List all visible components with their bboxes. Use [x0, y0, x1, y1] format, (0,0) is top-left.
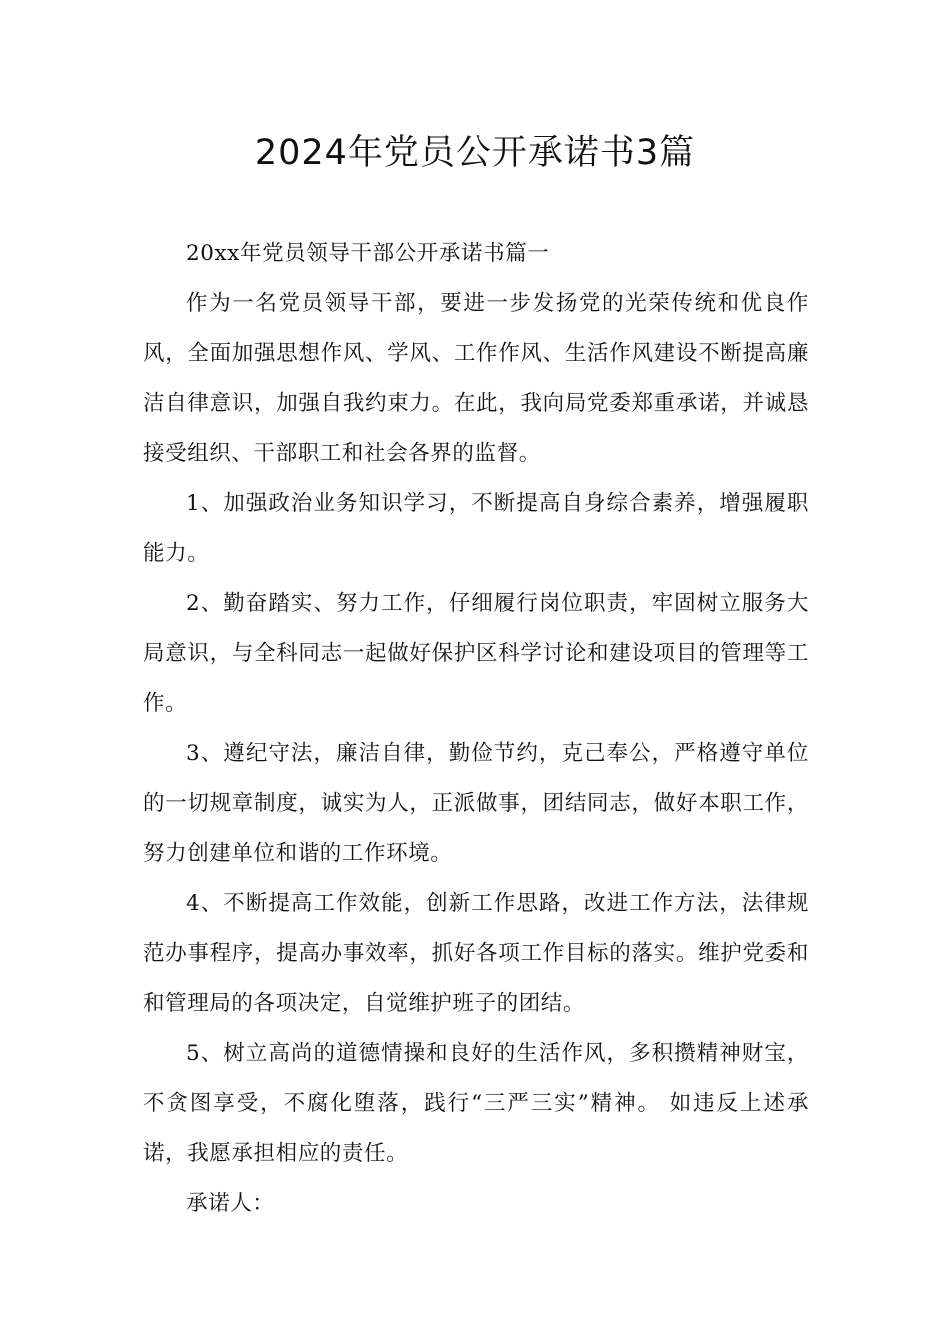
section-heading: 20xx年党员领导干部公开承诺书篇一 [186, 241, 550, 266]
commitment-item-1: 1、加强政治业务知识学习，不断提高自身综合素养，增强履职能力。 [143, 491, 809, 566]
signature-label: 承诺人： [186, 1191, 275, 1216]
commitment-item-4: 4、不断提高工作效能，创新工作思路，改进工作方法，法律规范办事程序，提高办事效率，抓好各项工作目标的落实。维护党委和和管理局的各项决定，自觉维护班子的团结。 [143, 891, 809, 1016]
intro-paragraph: 作为一名党员领导干部，要进一步发扬党的光荣传统和优良作风，全面加强思想作风、学风、工作作风、生活作风建设不断提高廉洁自律意识，加强自我约束力。在此，我向局党委郑重承诺，并诚恳接受组织、干部职工和社会各界的监督。 [143, 291, 809, 466]
document-title: 2024年党员公开承诺书3篇 [254, 133, 696, 173]
commitment-item-2: 2、勤奋踏实、努力工作，仔细履行岗位职责，牢固树立服务大局意识，与全科同志一起做好保护区科学讨论和建设项目的管理等工作。 [143, 591, 809, 716]
commitment-item-5: 5、树立高尚的道德情操和良好的生活作风，多积攒精神财宝，不贪图享受，不腐化堕落，践行“三严三实”精神。 如违反上述承诺，我愿承担相应的责任。 [143, 1041, 809, 1166]
commitment-item-3: 3、遵纪守法，廉洁自律，勤俭节约，克己奉公，严格遵守单位的一切规章制度，诚实为人，正派做事，团结同志，做好本职工作，努力创建单位和谐的工作环境。 [143, 741, 809, 866]
document-body [143, 229, 809, 1229]
